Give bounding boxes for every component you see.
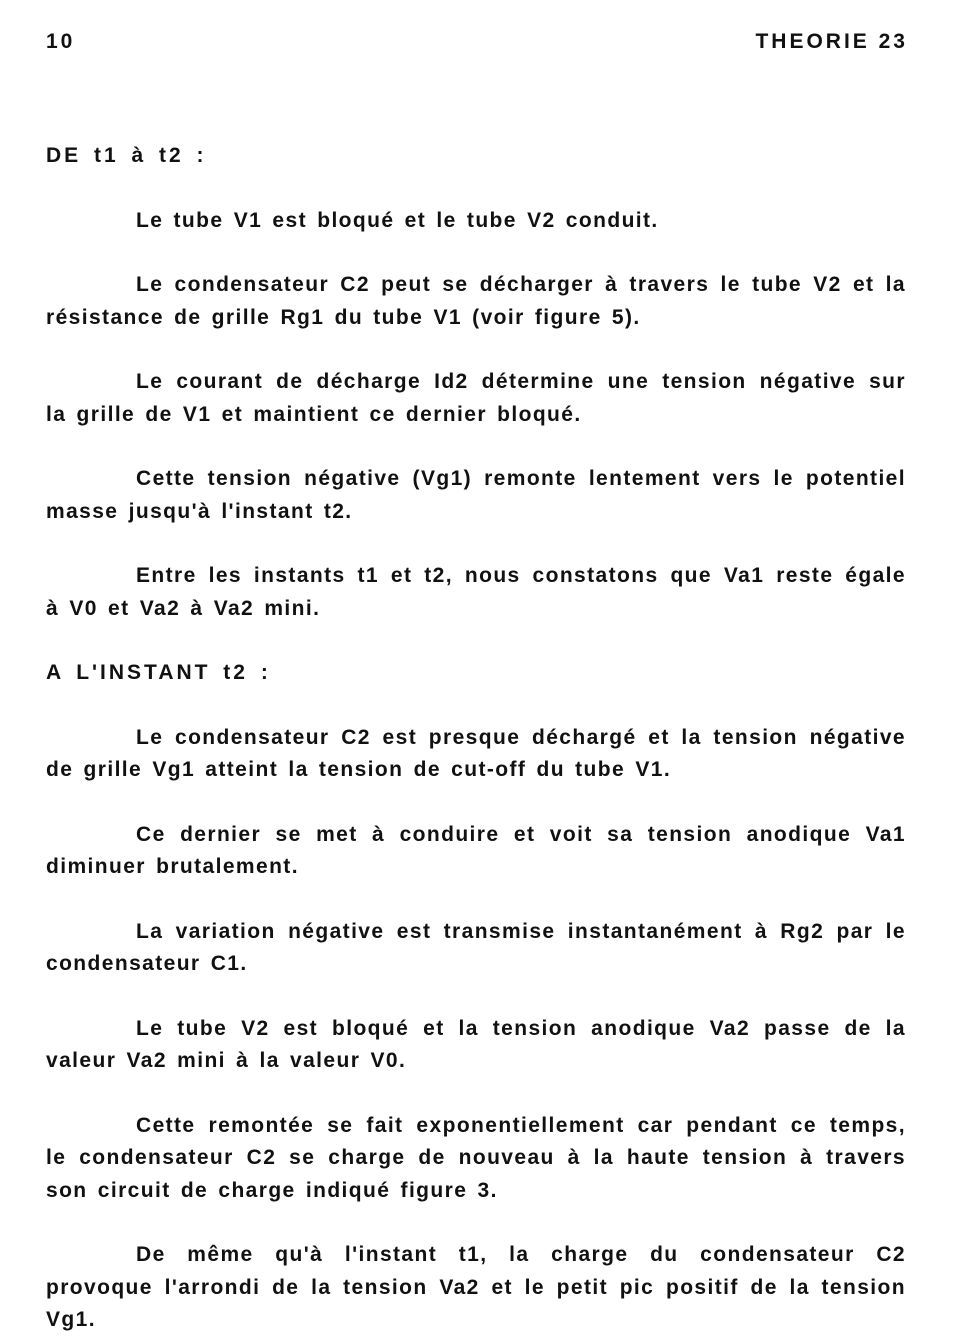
page-header: [46, 30, 908, 60]
paragraph: Le condensateur C2 peut se décharger à travers le tube V2 et la résistance de grille Rg1 du tube V1 (voir figure 5).: [46, 273, 906, 329]
paragraph: Entre les instants t1 et t2, nous constatons que Va1 reste égale à V0 et Va2 à Va2 mini.: [46, 564, 906, 620]
paragraph: Le tube V2 est bloqué et la tension anodique Va2 passe de la valeur Va2 mini à la valeur V0.: [46, 1016, 906, 1072]
section-heading: A L'INSTANT t2 :: [46, 661, 271, 684]
paragraph: Cette remontée se fait exponentiellement car pendant ce temps, le condensateur C2 se charge de nouveau à la haute tension à travers son circuit de charge indiqué figure 3.: [46, 1113, 906, 1202]
document-body: [46, 140, 906, 1337]
paragraph: La variation négative est transmise instantanément à Rg2 par le condensateur C1.: [46, 919, 906, 975]
running-title: THEORIE 23: [755, 30, 908, 53]
paragraph: Le courant de décharge Id2 détermine une tension négative sur la grille de V1 et maintient ce dernier bloqué.: [46, 370, 906, 426]
paragraph: Ce dernier se met à conduire et voit sa tension anodique Va1 diminuer brutalement.: [46, 822, 906, 878]
paragraph: Le condensateur C2 est presque déchargé et la tension négative de grille Vg1 atteint la tension de cut-off du tube V1.: [46, 725, 906, 781]
section-heading: DE t1 à t2 :: [46, 144, 207, 167]
page-number: 10: [46, 30, 76, 53]
paragraph: De même qu'à l'instant t1, la charge du condensateur C2 provoque l'arrondi de la tension Va2 et le petit pic positif de la tension Vg1.: [46, 1243, 906, 1331]
paragraph: Cette tension négative (Vg1) remonte lentement vers le potentiel masse jusqu'à l'instant t2.: [46, 467, 906, 523]
paragraph: Le tube V1 est bloqué et le tube V2 conduit.: [136, 208, 659, 232]
